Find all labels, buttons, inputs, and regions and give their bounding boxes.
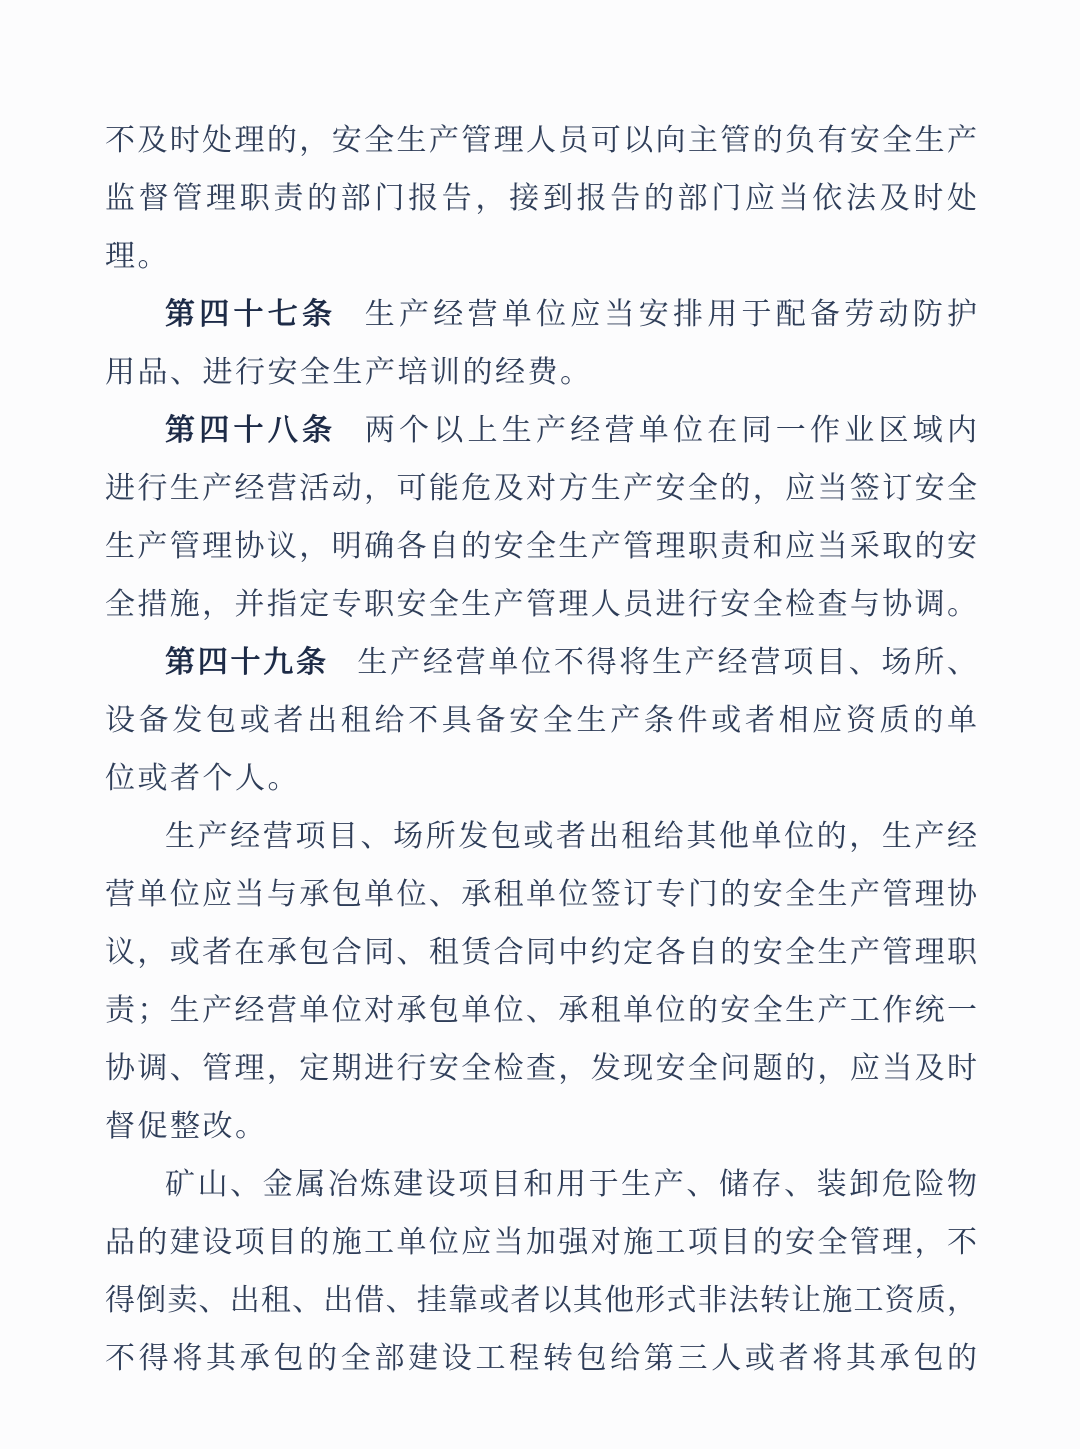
- line-text: 监督管理职责的部门报告，接到报告的部门应当依法及时处: [105, 181, 977, 216]
- line-text: 进行生产经营活动，可能危及对方生产安全的，应当签订安全: [105, 471, 977, 506]
- article-number: 第四十八条: [165, 413, 337, 448]
- article-number: 第四十九条: [165, 645, 329, 680]
- line-text: 议，或者在承包合同、租赁合同中约定各自的安全生产管理职: [105, 935, 977, 970]
- text-line: [105, 402, 977, 460]
- text-line: [105, 1098, 977, 1156]
- line-text: 营单位应当与承包单位、承租单位签订专门的安全生产管理协: [105, 877, 977, 912]
- article-number: 第四十七条: [165, 297, 337, 332]
- text-line: [105, 1330, 977, 1388]
- text-line: [105, 228, 977, 286]
- line-text: 生产经营单位应当安排用于配备劳动防护: [364, 297, 977, 332]
- line-text: 不及时处理的，安全生产管理人员可以向主管的负有安全生产: [105, 123, 977, 158]
- text-line: [105, 344, 977, 402]
- line-text: 生产经营单位不得将生产经营项目、场所、: [357, 645, 977, 680]
- line-text: 不得将其承包的全部建设工程转包给第三人或者将其承包的: [105, 1341, 977, 1376]
- line-text: 设备发包或者出租给不具备安全生产条件或者相应资质的单: [105, 703, 977, 738]
- text-line: [105, 1156, 977, 1214]
- line-text: 矿山、金属冶炼建设项目和用于生产、储存、装卸危险物: [165, 1167, 977, 1202]
- line-text: 生产管理协议，明确各自的安全生产管理职责和应当采取的安: [105, 529, 977, 564]
- text-line: [105, 1040, 977, 1098]
- text-line: [105, 576, 977, 634]
- text-line: [105, 808, 977, 866]
- text-line: [105, 750, 977, 808]
- line-text: 得倒卖、出租、出借、挂靠或者以其他形式非法转让施工资质，: [105, 1283, 977, 1318]
- line-text: 责；生产经营单位对承包单位、承租单位的安全生产工作统一: [105, 993, 977, 1028]
- text-line: [105, 286, 977, 344]
- line-text: 生产经营项目、场所发包或者出租给其他单位的，生产经: [165, 819, 977, 854]
- text-line: [105, 866, 977, 924]
- text-line: [105, 1272, 977, 1330]
- text-line: [105, 1214, 977, 1272]
- text-line: [105, 634, 977, 692]
- text-line: [105, 982, 977, 1040]
- text-line: [105, 692, 977, 750]
- text-line: [105, 518, 977, 576]
- line-text: 两个以上生产经营单位在同一作业区域内: [364, 413, 977, 448]
- line-text: 理。: [105, 239, 170, 274]
- line-text: 用品、进行安全生产培训的经费。: [105, 355, 593, 390]
- text-line: [105, 112, 977, 170]
- text-line: [105, 170, 977, 228]
- line-text: 品的建设项目的施工单位应当加强对施工项目的安全管理，不: [105, 1225, 977, 1260]
- line-text: 协调、管理，定期进行安全检查，发现安全问题的，应当及时: [105, 1051, 977, 1086]
- line-text: 督促整改。: [105, 1109, 268, 1144]
- text-line: [105, 924, 977, 982]
- text-line: [105, 460, 977, 518]
- line-text: 位或者个人。: [105, 761, 300, 796]
- line-text: 全措施，并指定专职安全生产管理人员进行安全检查与协调。: [105, 587, 977, 622]
